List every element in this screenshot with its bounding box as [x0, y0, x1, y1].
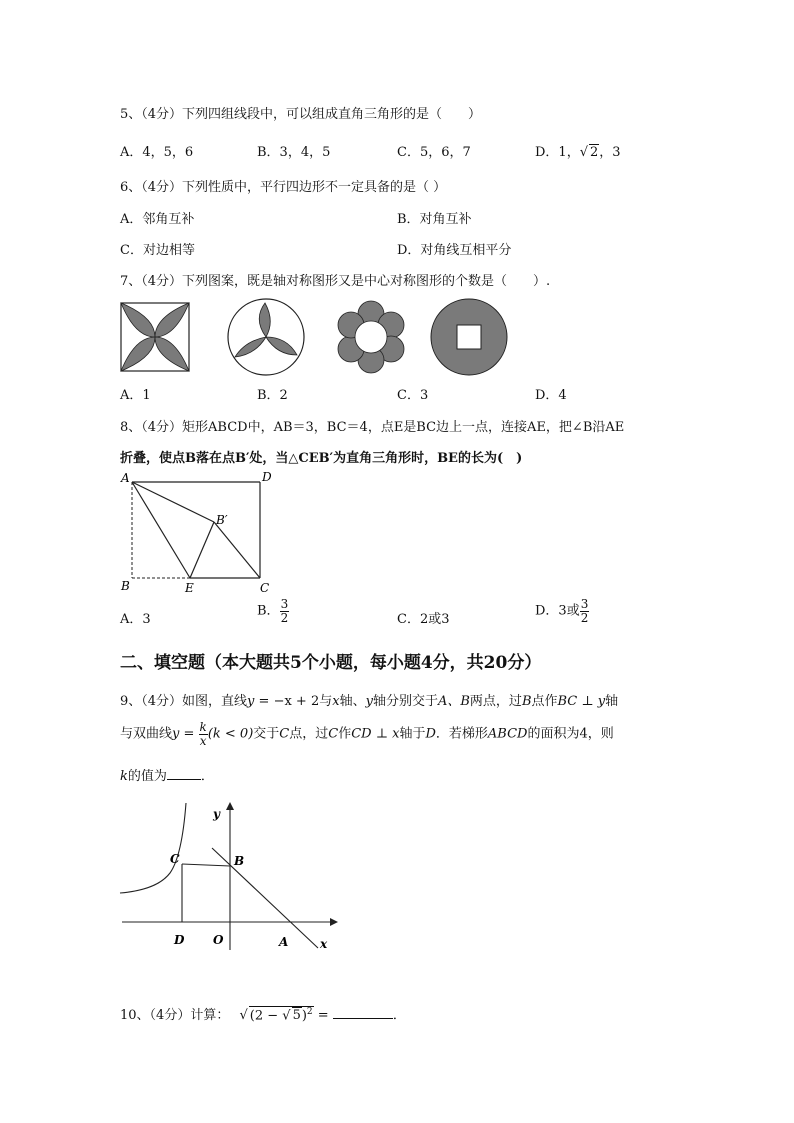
q8-option-d-prefix: D．3或 — [535, 603, 580, 619]
q9-bc: BC — [557, 694, 578, 709]
q10-period: ． — [392, 1008, 406, 1023]
q9-eq2-den: x — [199, 733, 207, 748]
q8-option-a: A．3 — [120, 612, 151, 627]
q9-point-b: B — [521, 694, 532, 709]
q6-option-c: C．对边相等 — [120, 243, 195, 258]
label-e: E — [185, 581, 194, 595]
q9-text-6: 点作 — [531, 694, 558, 709]
q9-perp2: ⊥ — [371, 726, 393, 742]
q9-answer-blank[interactable] — [167, 779, 201, 780]
q10-expr-open: (2 − — [249, 1008, 283, 1023]
q7-patterns-figure — [115, 297, 515, 377]
q7-option-c: C．3 — [397, 388, 429, 403]
q9-text-7: 轴 — [605, 694, 619, 709]
y-axis-arrow — [226, 802, 234, 810]
q5-option-b: B．3，4，5 — [257, 145, 331, 160]
q9-text-2: 与 — [319, 694, 333, 709]
label-d: D — [262, 470, 272, 484]
q8-option-d-den: 2 — [580, 610, 589, 625]
pattern-square-petals — [121, 303, 189, 371]
q9-eq2-num: k — [199, 720, 207, 734]
q8-option-b-fraction — [280, 598, 290, 624]
segment-cb — [182, 864, 230, 866]
segment-b-prime-e — [190, 522, 214, 578]
q10-expression: √ (2 − √ 5)$^2$ — [239, 1006, 313, 1023]
q6-stem: 6、（4分）下列性质中，平行四边形不一定具备的是（ ） — [120, 180, 447, 195]
label-c: C — [260, 581, 270, 595]
label-c: C — [170, 852, 180, 866]
q9-abcd: ABCD — [487, 726, 528, 742]
label-o: O — [213, 933, 224, 947]
q9-text-5: 两点，过 — [469, 694, 522, 709]
q10-expr-close: ) — [301, 1008, 307, 1023]
q5-stem: 5、（4分）下列四组线段中，可以组成直角三角形的是（ ） — [120, 107, 482, 122]
q9-text-3: 轴、 — [339, 694, 366, 709]
line-ab — [212, 848, 318, 948]
pattern-coin-square-hole — [431, 299, 507, 375]
q8-option-d — [535, 598, 589, 624]
q9-line2-b: 交于 — [253, 726, 280, 742]
q8-option-b-num: 3 — [280, 597, 289, 611]
label-y-axis: y — [213, 807, 220, 821]
q9-line2-a: 与双曲线 — [120, 726, 173, 742]
hyperbola-curve — [120, 803, 186, 893]
q8-option-b-prefix: B． — [257, 603, 280, 619]
q5-option-d-prefix: D．1， — [535, 145, 580, 160]
q8-option-b — [257, 598, 289, 624]
section-2-heading: 二、填空题（本大题共5个小题，每小题4分，共20分） — [120, 653, 542, 673]
q9-stem-line2 — [120, 721, 614, 747]
label-a: A — [279, 935, 289, 949]
pattern-flower-six-petals — [338, 301, 404, 373]
q8-option-d-num: 3 — [580, 597, 589, 611]
q5-option-d-suffix: ，3 — [599, 145, 621, 160]
q9-eq2-eq: = — [179, 726, 199, 742]
q9-x2: x — [392, 726, 400, 742]
q8-stem-line2: 折叠，使点B落在点B′处，当△CEB′为直角三角形时，BE的长为( ) — [120, 451, 523, 466]
q9-y1: y — [365, 694, 373, 709]
q6-option-a: A．邻角互补 — [120, 212, 195, 227]
q7-stem: 7、（4分）下列图案，既是轴对称图形又是中心对称图形的个数是（ ）. — [120, 274, 551, 289]
q9-line2-e: 轴于 — [399, 726, 426, 742]
q10-answer-blank[interactable] — [333, 1018, 393, 1019]
q8-option-d-fraction — [580, 598, 590, 624]
q10-expr-exp: 2 — [306, 1006, 313, 1017]
label-x-axis: x — [320, 937, 328, 951]
q9-points-ab: A、B — [437, 694, 470, 709]
q5-option-c: C．5，6，7 — [397, 145, 471, 160]
q8-option-c: C．2或3 — [397, 612, 450, 627]
q9-stem-line3 — [120, 765, 214, 784]
q10-equals: = — [313, 1008, 333, 1023]
q9-eq2-fraction — [199, 721, 208, 747]
q9-text-1: 9、（4分）如图，直线 — [120, 694, 248, 709]
segment-b-prime-c — [214, 522, 260, 578]
q9-y2: y — [597, 694, 606, 709]
q10-stem — [120, 1004, 406, 1023]
q9-point-c: C — [279, 726, 290, 742]
q7-option-a: A．1 — [120, 388, 151, 403]
q10-expr-root: 5 — [292, 1008, 301, 1023]
q9-eq2-cond: (k < 0) — [207, 726, 254, 742]
q5-option-a: A．4，5，6 — [120, 145, 194, 160]
q9-eq1-lhs: y — [247, 694, 255, 709]
q9-x1: x — [332, 694, 340, 709]
q10-prefix: 10、（4分）计算： — [120, 1008, 230, 1023]
q6-option-b: B．对角互补 — [397, 212, 472, 227]
q6-option-d: D．对角线互相平分 — [397, 243, 512, 258]
q9-perp: ⊥ — [577, 694, 598, 709]
q9-cd: CD — [351, 726, 372, 742]
q9-line2-d: 作 — [338, 726, 352, 742]
pattern-circle-three-blades — [228, 299, 304, 375]
q9-period: ． — [200, 769, 214, 784]
q9-stem-line1 — [120, 690, 618, 709]
label-b-prime: B′ — [216, 513, 228, 527]
q9-eq1-rhs: = −x + 2 — [254, 694, 320, 709]
q9-graph-figure — [112, 798, 342, 958]
label-b: B — [121, 579, 130, 593]
label-a: A — [121, 471, 130, 485]
q9-point-c2: C — [328, 726, 339, 742]
q9-line3: 的值为 — [127, 769, 167, 784]
q5-option-d-root: 2 — [590, 145, 599, 160]
q9-k: k — [120, 769, 128, 784]
q8-stem-line1: 8、（4分）矩形ABCD中，AB＝3，BC＝4，点E是BC边上一点，连接AE，把∠B沿AE — [120, 420, 625, 435]
q9-point-d: D — [425, 726, 436, 742]
q9-text-4: 轴分别交于 — [372, 694, 438, 709]
q9-line2-f: ．若梯形 — [435, 726, 488, 742]
q9-eq2-lhs: y — [172, 726, 180, 742]
x-axis-arrow — [330, 918, 338, 926]
q7-option-b: B．2 — [257, 388, 288, 403]
q8-rectangle-figure — [112, 468, 282, 596]
label-d: D — [174, 933, 185, 947]
label-b: B — [234, 854, 245, 868]
q9-line2-g: 的面积为4，则 — [527, 726, 614, 742]
q9-line2-c: 点，过 — [289, 726, 329, 742]
q7-option-d: D．4 — [535, 388, 567, 403]
q8-option-b-den: 2 — [280, 610, 289, 625]
q5-option-d: D．1，√ 2，3 — [535, 145, 621, 160]
